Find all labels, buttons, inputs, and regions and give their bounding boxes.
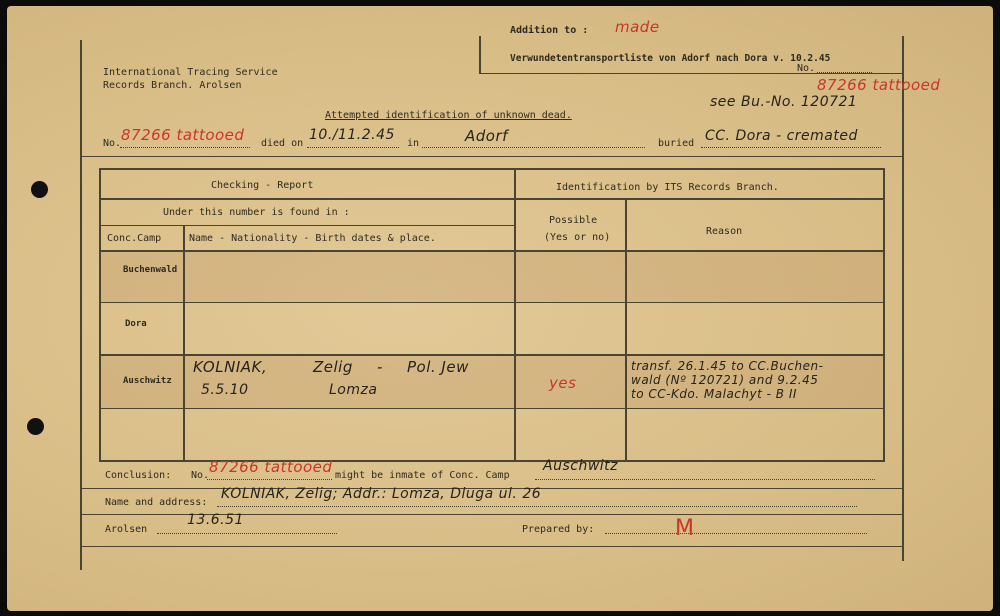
camp-dora: Dora	[125, 319, 147, 329]
footer-date-line	[157, 533, 337, 534]
form-title: Attempted identification of unknown dead.	[325, 110, 572, 121]
auschwitz-reason-3: to CC-Kdo. Malachyt - B II	[631, 387, 797, 401]
camp-auschwitz: Auschwitz	[123, 376, 172, 386]
address-value: KOLNIAK, Zelig; Addr.: Lomza, Dluga ul. 26	[221, 486, 542, 502]
header-box-bottom	[479, 73, 903, 74]
transport-list: Verwundetentransportliste von Adorf nach Dora v. 10.2.45	[510, 53, 831, 64]
addition-value: made	[615, 18, 660, 36]
record-no-line	[120, 147, 250, 148]
table-reason-divider	[625, 198, 627, 460]
auschwitz-reason-1: transf. 26.1.45 to CC.Buchen-	[631, 359, 824, 373]
punch-hole-bottom	[27, 418, 44, 435]
addition-label: Addition to :	[510, 25, 589, 36]
conclusion-might-be: might be inmate of Conc. Camp	[335, 470, 510, 481]
auschwitz-nationality: Pol. Jew	[407, 358, 469, 376]
buried-value: CC. Dora - cremated	[705, 128, 858, 144]
in-line	[422, 147, 645, 148]
checking-table	[99, 168, 885, 462]
died-on-label: died on	[261, 138, 304, 149]
conclusion-no-line	[207, 479, 332, 480]
tattoo-note: 87266 tattooed	[817, 76, 941, 94]
conclusion-no-value: 87266 tattooed	[209, 458, 333, 476]
auschwitz-surname: KOLNIAK,	[193, 358, 268, 376]
auschwitz-reason-2: wald (Nº 120721) and 9.2.45	[631, 373, 819, 387]
in-value: Adorf	[465, 127, 508, 145]
auschwitz-dash: -	[377, 358, 383, 376]
header-box-left	[479, 36, 481, 74]
table-h4	[101, 302, 883, 303]
table-h5	[101, 354, 883, 356]
address-line	[217, 506, 857, 507]
institution-line2: Records Branch. Arolsen	[103, 80, 242, 91]
header-no-label: No.	[797, 63, 816, 74]
in-label: in	[407, 138, 420, 149]
row-shade-buchenwald	[101, 250, 883, 302]
prepared-by-line	[605, 533, 867, 534]
buried-label: buried	[658, 138, 695, 149]
checking-report-header: Checking - Report	[211, 180, 314, 191]
punch-hole-top	[31, 181, 48, 198]
buried-line	[701, 147, 881, 148]
col-name-header: Name - Nationality - Birth dates & place.	[189, 233, 436, 244]
col-possible-header-2: (Yes or no)	[544, 232, 611, 243]
col-reason-header: Reason	[706, 226, 743, 237]
header-no-line	[817, 72, 872, 73]
table-h6	[101, 408, 883, 409]
conclusion-no-label: No.	[191, 470, 210, 481]
auschwitz-birthdate: 5.5.10	[201, 382, 249, 398]
record-no-value: 87266 tattooed	[121, 126, 245, 144]
table-main-divider	[514, 170, 516, 460]
col-possible-header-1: Possible	[549, 215, 598, 226]
prepared-by-label: Prepared by:	[522, 524, 595, 535]
under-number-header: Under this number is found in :	[163, 207, 350, 218]
footer-place: Arolsen	[105, 524, 148, 535]
camp-buchenwald: Buchenwald	[123, 265, 178, 275]
footer-date: 13.6.51	[187, 512, 244, 528]
see-reference: see Bu.-No. 120721	[710, 94, 858, 110]
table-h2-left	[101, 225, 514, 226]
died-on-value: 10./11.2.45	[309, 127, 395, 143]
table-h1	[101, 198, 883, 200]
its-index-card	[7, 6, 993, 611]
record-no-label: No.	[103, 138, 122, 149]
institution-line1: International Tracing Service	[103, 67, 278, 78]
auschwitz-birthplace: Lomza	[329, 382, 378, 398]
signature: M	[675, 516, 695, 541]
conclusion-camp-value: Auschwitz	[543, 458, 618, 474]
conclusion-camp-line	[535, 479, 875, 480]
died-on-line	[307, 147, 399, 148]
table-camp-divider	[183, 225, 185, 460]
card-right-rule	[902, 36, 904, 561]
conclusion-label: Conclusion:	[105, 470, 172, 481]
col-camp-header: Conc.Camp	[107, 233, 162, 244]
table-h3	[101, 250, 883, 252]
record-separator	[80, 156, 903, 157]
auschwitz-firstname: Zelig	[313, 358, 353, 376]
card-left-rule	[80, 40, 82, 570]
address-label: Name and address:	[105, 497, 208, 508]
identification-header: Identification by ITS Records Branch.	[556, 182, 779, 193]
footer-separator	[80, 546, 903, 547]
auschwitz-possible: yes	[549, 374, 577, 392]
